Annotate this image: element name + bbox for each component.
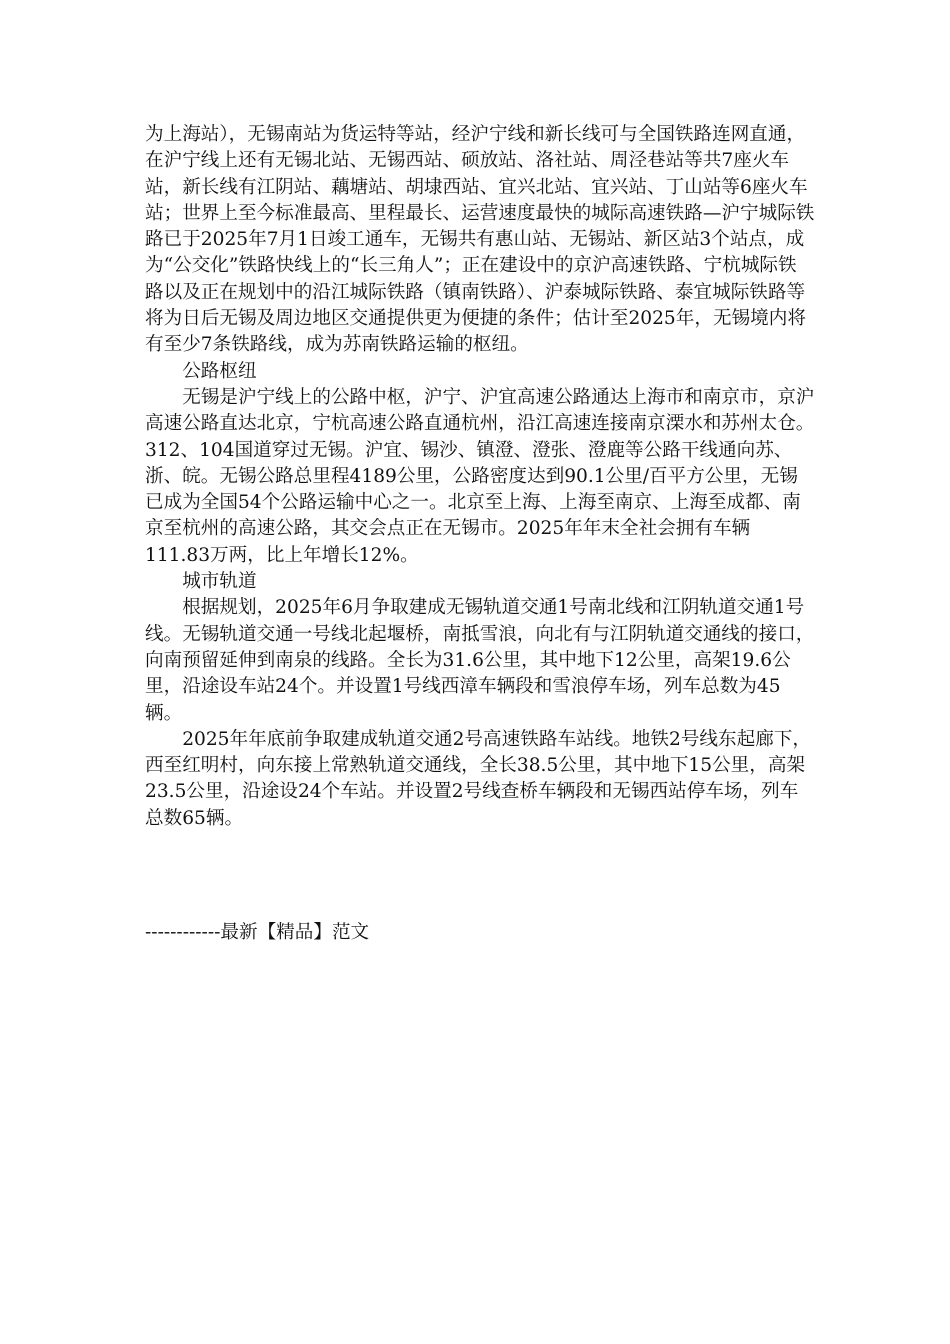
paragraph-railway-continuation: 为上海站），无锡南站为货运特等站，经沪宁线和新长线可与全国铁路连网直通，在沪宁线上还有无锡北站、无锡西站、硕放站、洛社站、周泾巷站等共7座火车站，新长线有江阴站、藕塘站、胡埭西站、宜兴北站、宜兴站、丁山站等6座火车站；世界上至今标准最高、里程最长、运营速度最快的城际高速铁路—沪宁城际铁路已于2025年7月1日竣工通车，无锡共有惠山站、无锡站、新区站3个站点，成为“公交化”铁路快线上的“长三角人”；正在建设中的京沪高速铁路、宁杭城际铁路以及正在规划中的沿江城际铁路（镇南铁路）、沪泰城际铁路、泰宜城际铁路等将为日后无锡及周边地区交通提供更为便捷的条件；估计至2025年，无锡境内将有至少7条铁路线，成为苏南铁路运输的枢纽。 <box>145 124 815 356</box>
document-footer: ------------最新【精品】范文 <box>145 922 370 943</box>
document-body <box>145 122 815 832</box>
paragraph-metro-line-1: 根据规划，2025年6月争取建成无锡轨道交通1号南北线和江阴轨道交通1号线。无锡轨道交通一号线北起堰桥，南抵雪浪，向北有与江阴轨道交通线的接口，向南预留延伸到南泉的线路。全长为31.6公里，其中地下12公里，高架19.6公里，沿途设车站24个。并设置1号线西漳车辆段和雪浪停车场，列车总数为45辆。 <box>145 597 815 724</box>
section-heading-highway-hub: 公路枢纽 <box>182 360 257 382</box>
paragraph-metro-line-2: 2025年年底前争取建成轨道交通2号高速铁路车站线。地铁2号线东起廊下，西至红明村，向东接上常熟轨道交通线，全长38.5公里，其中地下15公里，高架23.5公里，沿途设24个车站。并设置2号线查桥车辆段和无锡西站停车场，列车总数65辆。 <box>145 728 811 829</box>
section-heading-urban-rail: 城市轨道 <box>182 571 257 593</box>
paragraph-highway-hub: 无锡是沪宁线上的公路中枢，沪宁、沪宜高速公路通达上海市和南京市，京沪高速公路直达北京，宁杭高速公路直通杭州，沿江高速连接南京溧水和苏州太仓。312、104国道穿过无锡。沪宜、锡沙、镇澄、澄张、澄鹿等公路干线通向苏、浙、皖。无锡公路总里程4189公里，公路密度达到90.1公里/百平方公里，无锡已成为全国54个公路运输中心之一。北京至上海、上海至南京、上海至成都、南京至杭州的高速公路，其交会点正在无锡市。2025年年末全社会拥有车辆111.83万两，比上年增长12%。 <box>145 386 815 566</box>
